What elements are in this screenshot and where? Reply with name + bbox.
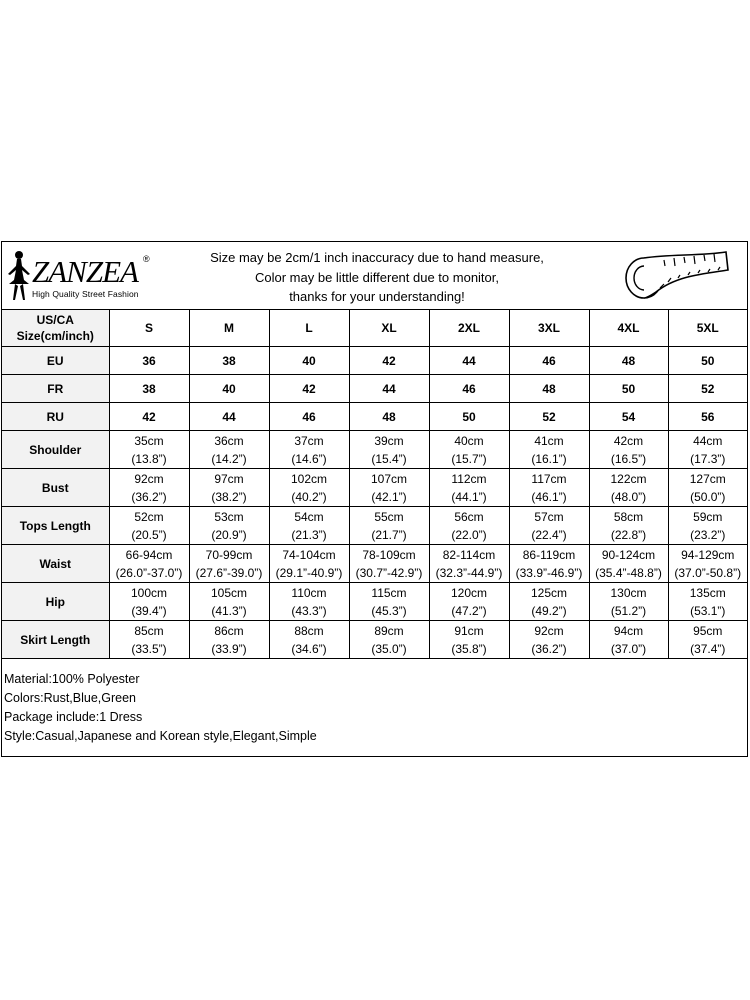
size-value: 46	[269, 403, 349, 431]
measure-inch: (17.3”)	[690, 451, 726, 466]
measure-inch: (48.0”)	[610, 489, 647, 504]
measure-inch: (23.2”)	[690, 527, 726, 542]
corner-label: US/CA Size(cm/inch)	[2, 310, 109, 347]
measure-cm: 125cm	[530, 585, 568, 600]
measure-cm: 82-114cm	[442, 547, 496, 562]
measure-cm: 39cm	[374, 433, 404, 448]
measure-cm: 78-109cm	[362, 547, 416, 562]
measure-cm: 107cm	[370, 471, 408, 486]
measure-inch: (15.4”)	[371, 451, 407, 466]
measure-cm: 37cm	[294, 433, 324, 448]
measure-cell	[429, 431, 509, 469]
row-label: FR	[2, 375, 109, 403]
measure-cell	[589, 545, 668, 583]
size-value: 50	[668, 347, 747, 375]
measure-inch: (14.2”)	[211, 451, 247, 466]
size-value: 42	[109, 403, 189, 431]
measure-inch: (51.2”)	[610, 603, 647, 618]
measure-cm: 58cm	[613, 509, 644, 524]
measure-cell	[109, 545, 189, 583]
size-label: 3XL	[509, 310, 589, 347]
measure-inch: (38.2”)	[211, 489, 247, 504]
measure-cell	[109, 431, 189, 469]
measure-cm: 90-124cm	[601, 547, 656, 562]
size-value: 48	[349, 403, 429, 431]
measure-cm: 89cm	[374, 623, 404, 638]
measure-inch: (13.8”)	[131, 451, 167, 466]
measure-inch: (36.2”)	[531, 641, 567, 656]
size-value: 38	[109, 375, 189, 403]
measure-inch: (36.2”)	[131, 489, 167, 504]
size-label: S	[109, 310, 189, 347]
measure-cell	[349, 507, 429, 545]
product-details	[4, 670, 317, 746]
chart-header	[2, 242, 747, 310]
notice-line: Color may be little different due to monitor,	[255, 269, 499, 285]
measure-cm: 52cm	[134, 509, 164, 524]
size-label: XL	[349, 310, 429, 347]
measure-cell	[589, 583, 668, 621]
measure-cell	[589, 431, 668, 469]
measure-cm: 40cm	[454, 433, 484, 448]
measure-cm: 86cm	[214, 623, 244, 638]
measure-cm: 100cm	[130, 585, 168, 600]
measure-cell	[189, 469, 269, 507]
measure-cm: 70-99cm	[205, 547, 253, 562]
model-silhouette-icon	[4, 250, 34, 304]
measure-row-bust	[2, 469, 747, 507]
row-label: Waist	[2, 545, 109, 583]
measure-cell	[509, 583, 589, 621]
measure-cell	[589, 507, 668, 545]
size-label: M	[189, 310, 269, 347]
measure-cell	[668, 545, 747, 583]
notice-line: Size may be 2cm/1 inch inaccuracy due to hand measure,	[210, 250, 544, 265]
measure-cell	[189, 621, 269, 659]
measure-cm: 94-129cm	[681, 547, 735, 562]
row-label: Skirt Length	[2, 621, 109, 659]
measure-inch: (40.2”)	[291, 489, 327, 504]
measure-inch: (33.9”)	[211, 641, 247, 656]
size-value: 48	[589, 347, 668, 375]
size-header-row	[2, 310, 747, 347]
size-value: 36	[109, 347, 189, 375]
measure-cell	[349, 431, 429, 469]
measure-cm: 74-104cm	[282, 547, 336, 562]
measure-row-skirt-length	[2, 621, 747, 659]
detail-style: Style:Casual,Japanese and Korean style,Elegant,Simple	[4, 729, 317, 743]
measure-inch: (44.1”)	[451, 489, 487, 504]
measure-cell	[189, 507, 269, 545]
size-label: 2XL	[429, 310, 509, 347]
measure-inch: (34.6”)	[291, 641, 327, 656]
measure-row-shoulder	[2, 431, 747, 469]
measure-cell	[429, 583, 509, 621]
size-row-eu	[2, 347, 747, 375]
measure-cell	[109, 621, 189, 659]
size-value: 50	[429, 403, 509, 431]
detail-material: Material:100% Polyester	[4, 672, 140, 686]
measure-cell	[349, 621, 429, 659]
measure-inch: (29.1”-40.9”)	[275, 565, 343, 580]
measure-cm: 92cm	[534, 623, 564, 638]
row-label: Tops Length	[2, 507, 109, 545]
measure-inch: (27.6”-39.0”)	[195, 565, 263, 580]
row-label: EU	[2, 347, 109, 375]
measure-cm: 85cm	[134, 623, 164, 638]
registered-mark: ®	[143, 254, 150, 264]
measure-cm: 54cm	[294, 509, 324, 524]
measure-cell	[589, 621, 668, 659]
detail-colors: Colors:Rust,Blue,Green	[4, 691, 137, 705]
measurement-notice	[162, 248, 592, 307]
measure-inch: (46.1”)	[531, 489, 567, 504]
measure-inch: (35.4”-48.8”)	[595, 565, 662, 580]
row-label: Bust	[2, 469, 109, 507]
measure-inch: (22.8”)	[610, 527, 647, 542]
size-value: 50	[589, 375, 668, 403]
size-chart	[1, 241, 748, 757]
measure-cell	[349, 583, 429, 621]
measure-cell	[269, 507, 349, 545]
measure-inch: (47.2”)	[451, 603, 487, 618]
row-label: Shoulder	[2, 431, 109, 469]
measure-cm: 92cm	[134, 471, 164, 486]
brand-tagline: High Quality Street Fashion	[32, 289, 139, 299]
measure-cm: 135cm	[689, 585, 726, 600]
brand-logo	[4, 250, 154, 306]
measure-cm: 105cm	[210, 585, 248, 600]
measure-cm: 94cm	[613, 623, 644, 638]
measure-cell	[429, 469, 509, 507]
measure-cm: 44cm	[693, 433, 723, 448]
measure-inch: (26.0”-37.0”)	[115, 565, 183, 580]
measure-cm: 102cm	[290, 471, 328, 486]
measure-cm: 120cm	[450, 585, 488, 600]
measure-cell	[109, 507, 189, 545]
measure-cell	[668, 583, 747, 621]
measure-cm: 35cm	[134, 433, 164, 448]
measure-cell	[109, 469, 189, 507]
measure-inch: (21.7”)	[371, 527, 407, 542]
measure-cell	[668, 621, 747, 659]
size-row-fr	[2, 375, 747, 403]
measure-cm: 42cm	[613, 433, 644, 448]
measure-cell	[429, 621, 509, 659]
notice-line: thanks for your understanding!	[289, 289, 465, 304]
size-value: 48	[509, 375, 589, 403]
measure-inch: (20.9”)	[211, 527, 247, 542]
size-value: 40	[269, 347, 349, 375]
measure-inch: (45.3”)	[371, 603, 407, 618]
measure-cm: 86-119cm	[522, 547, 576, 562]
measure-inch: (15.7”)	[451, 451, 487, 466]
measure-cell	[589, 469, 668, 507]
measure-cell	[509, 431, 589, 469]
measure-row-tops-length	[2, 507, 747, 545]
measure-cm: 112cm	[451, 471, 487, 486]
measure-inch: (49.2”)	[531, 603, 567, 618]
measure-cell	[509, 545, 589, 583]
size-row-ru	[2, 403, 747, 431]
measure-cell	[109, 583, 189, 621]
measure-cm: 91cm	[454, 623, 484, 638]
brand-name: ZANZEA	[32, 254, 138, 289]
measure-inch: (43.3”)	[291, 603, 327, 618]
measure-inch: (22.4”)	[531, 527, 567, 542]
measure-cell	[509, 469, 589, 507]
measure-inch: (32.3”-44.9”)	[435, 565, 503, 580]
measure-cm: 110cm	[291, 585, 327, 600]
size-value: 54	[589, 403, 668, 431]
measure-inch: (22.0”)	[451, 527, 487, 542]
size-value: 42	[269, 375, 349, 403]
measure-cm: 56cm	[454, 509, 484, 524]
size-label: 4XL	[589, 310, 668, 347]
measure-inch: (20.5”)	[131, 527, 167, 542]
measure-cm: 88cm	[294, 623, 324, 638]
measure-cell	[189, 431, 269, 469]
size-value: 56	[668, 403, 747, 431]
measure-inch: (37.0”-50.8”)	[674, 565, 742, 580]
measure-cm: 115cm	[371, 585, 407, 600]
size-table	[2, 310, 747, 659]
size-value: 44	[349, 375, 429, 403]
size-value: 52	[509, 403, 589, 431]
measure-inch: (33.9”-46.9”)	[515, 565, 583, 580]
size-value: 52	[668, 375, 747, 403]
measure-inch: (39.4”)	[131, 603, 167, 618]
size-value: 46	[429, 375, 509, 403]
size-value: 46	[509, 347, 589, 375]
measure-cm: 122cm	[610, 471, 647, 486]
measure-cell	[269, 621, 349, 659]
measure-cell	[349, 469, 429, 507]
measure-cell	[189, 583, 269, 621]
measure-cm: 66-94cm	[125, 547, 173, 562]
measure-cell	[668, 507, 747, 545]
measure-cm: 130cm	[610, 585, 647, 600]
measure-cm: 117cm	[531, 471, 567, 486]
measure-cell	[189, 545, 269, 583]
measure-inch: (42.1”)	[371, 489, 407, 504]
size-label: 5XL	[668, 310, 747, 347]
measure-cell	[269, 583, 349, 621]
size-value: 44	[189, 403, 269, 431]
row-label: RU	[2, 403, 109, 431]
measure-cell	[668, 431, 747, 469]
measure-row-hip	[2, 583, 747, 621]
measure-inch: (33.5”)	[131, 641, 167, 656]
measure-cell	[269, 431, 349, 469]
measure-inch: (53.1”)	[690, 603, 726, 618]
measure-cell	[509, 621, 589, 659]
measure-cell	[349, 545, 429, 583]
detail-package: Package include:1 Dress	[4, 710, 143, 724]
measure-cell	[269, 545, 349, 583]
measure-inch: (16.5”)	[610, 451, 647, 466]
measure-cm: 95cm	[693, 623, 723, 638]
measuring-tape-icon	[620, 248, 732, 306]
measure-cell	[668, 469, 747, 507]
measure-inch: (35.8”)	[451, 641, 487, 656]
measure-inch: (21.3”)	[291, 527, 327, 542]
measure-cm: 55cm	[374, 509, 404, 524]
row-label: Hip	[2, 583, 109, 621]
measure-inch: (37.0”)	[610, 641, 647, 656]
measure-cell	[429, 507, 509, 545]
measure-cell	[269, 469, 349, 507]
measure-inch: (16.1”)	[531, 451, 567, 466]
measure-cm: 59cm	[693, 509, 723, 524]
measure-cm: 36cm	[214, 433, 244, 448]
size-value: 38	[189, 347, 269, 375]
measure-row-waist	[2, 545, 747, 583]
measure-cell	[509, 507, 589, 545]
measure-cell	[429, 545, 509, 583]
measure-inch: (30.7”-42.9”)	[355, 565, 423, 580]
measure-inch: (41.3”)	[211, 603, 247, 618]
measure-cm: 41cm	[534, 433, 564, 448]
size-value: 40	[189, 375, 269, 403]
size-value: 42	[349, 347, 429, 375]
measure-inch: (35.0”)	[371, 641, 407, 656]
measure-inch: (14.6”)	[291, 451, 327, 466]
measure-cm: 97cm	[214, 471, 244, 486]
measure-cm: 53cm	[214, 509, 244, 524]
size-label: L	[269, 310, 349, 347]
measure-inch: (50.0”)	[690, 489, 726, 504]
measure-cm: 57cm	[534, 509, 564, 524]
size-value: 44	[429, 347, 509, 375]
measure-cm: 127cm	[689, 471, 726, 486]
measure-inch: (37.4”)	[690, 641, 726, 656]
